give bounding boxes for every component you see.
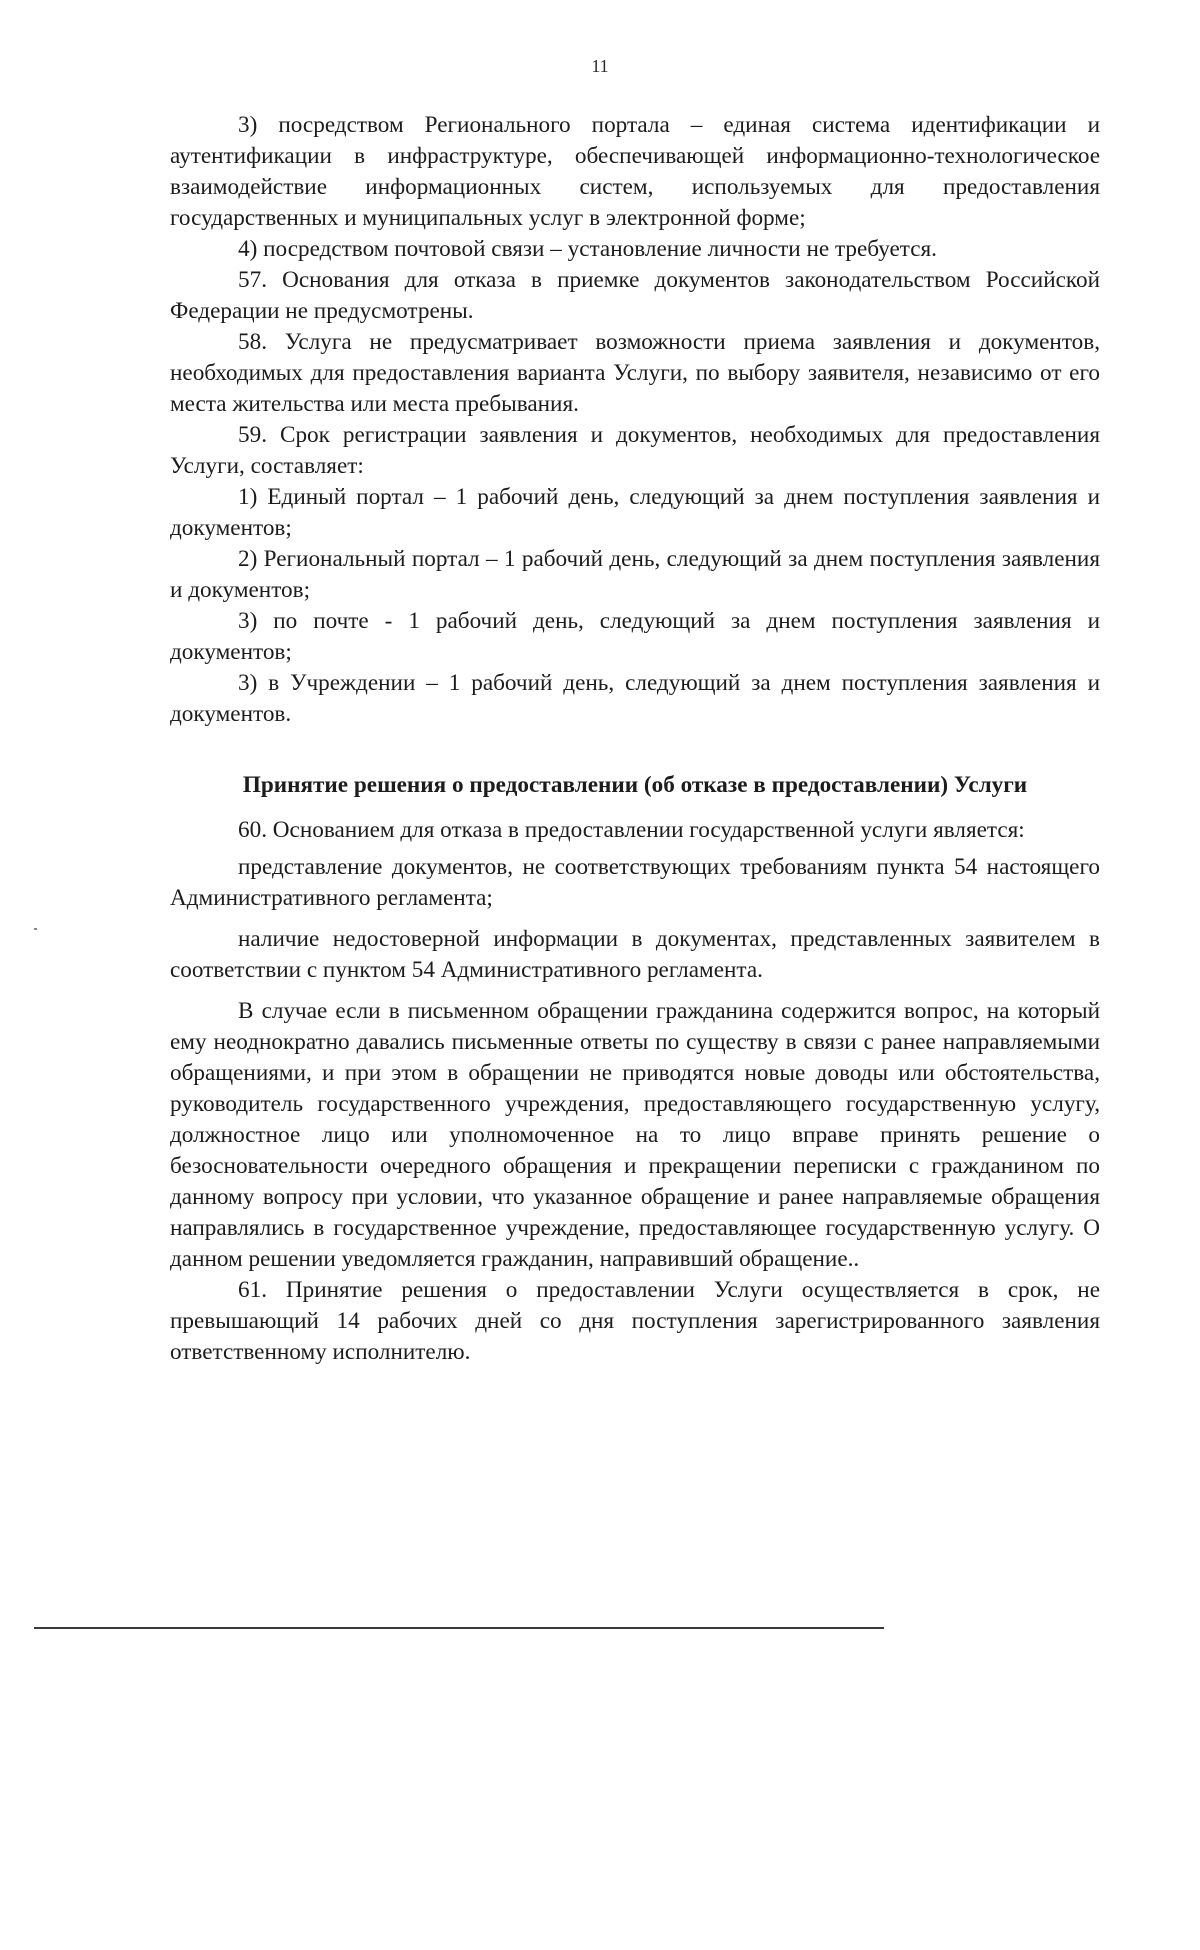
section-registration: [170, 110, 1100, 730]
list-item-post: 3) по почте - 1 рабочий день, следующий за днем поступления заявления и документов;: [170, 608, 1100, 665]
paragraph-postal-identification: 4) посредством почтовой связи – установление личности не требуется.: [238, 236, 937, 262]
list-item-unified-portal: 1) Единый портал – 1 рабочий день, следующий за днем поступления заявления и документов;: [170, 484, 1100, 541]
scan-artifact: [34, 928, 37, 930]
page-number: 11: [591, 56, 609, 76]
section-heading: Принятие решения о предоставлении (об отказе в предоставлении) Услуги: [242, 772, 1028, 798]
paragraph-58: 58. Услуга не предусматривает возможности приема заявления и документов, необходимых для предоставления варианта Услуги, по выбору заявителя, независимо от его места жительства или места пребывания.: [170, 329, 1100, 417]
document-body: [170, 110, 1100, 1368]
list-item-regional-portal: 2) Региональный портал – 1 рабочий день, следующий за днем поступления заявления и документов;: [170, 546, 1100, 603]
paragraph-60: 60. Основанием для отказа в предоставлении государственной услуги является:: [238, 817, 1025, 843]
paragraph-regional-portal-identification: 3) посредством Регионального портала – единая система идентификации и аутентификации в инфраструктуре, обеспечивающей информационно-технологическое взаимодействие информационных систем, используемых для предоставления государственных и муниципальных услуг в электронной форме;: [170, 112, 1100, 231]
paragraph-57: 57. Основания для отказа в приемке документов законодательством Российской Федерации не предусмотрены.: [170, 267, 1100, 324]
paragraph-repeated-appeal: В случае если в письменном обращении гражданина содержится вопрос, на который ему неоднократно давались письменные ответы по существу в связи с ранее направляемыми обращениями, и при этом в обращении не приводятся новые доводы или обстоятельства, руководитель государственного учреждения, предоставляющего государственную услугу, должностное лицо или уполномоченное на то лицо вправе принять решение о безосновательности очередного обращения и прекращении переписки с гражданином по данному вопросу при условии, что указанное обращение и ранее направляемые обращения направлялись в государственное учреждение, предоставляющее государственную услугу. О данном решении уведомляется гражданин, направивший обращение..: [170, 998, 1100, 1272]
paragraph-refusal-ground-2: наличие недостоверной информации в документах, представленных заявителем в соответствии с пунктом 54 Административного регламента.: [170, 926, 1100, 983]
footer-divider: [34, 1627, 884, 1629]
paragraph-61: 61. Принятие решения о предоставлении Услуги осуществляется в срок, не превышающий 14 рабочих дней со дня поступления зарегистрированного заявления ответственному исполнителю.: [170, 1277, 1100, 1365]
list-item-institution: 3) в Учреждении – 1 рабочий день, следующий за днем поступления заявления и документов.: [170, 670, 1100, 727]
section-decision: [170, 815, 1100, 1368]
paragraph-refusal-ground-1: представление документов, не соответствующих требованиям пункта 54 настоящего Административного регламента;: [170, 854, 1100, 911]
paragraph-59: 59. Срок регистрации заявления и документов, необходимых для предоставления Услуги, составляет:: [170, 422, 1100, 479]
